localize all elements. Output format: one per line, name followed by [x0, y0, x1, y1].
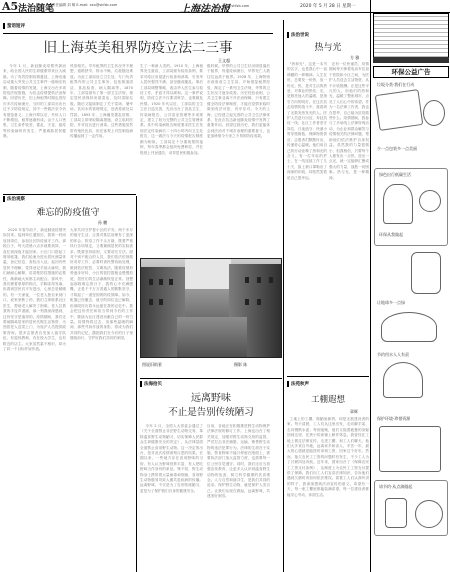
sun-sketch	[415, 500, 443, 528]
column-tag: 法苑秋声	[287, 381, 309, 387]
article-body: 目前，各地正在积极推进野生动物保护法律法规的修订工作。上海也出台了相关规定，加强对野生动物交易的监管，严厉打击非法捕猎、运输、销售野生动物的违法犯罪行为。法律的生命在于实施，禁食野味不能只停留在纸面上，需要执法部门加大监管力度，也需要每一位公民自觉遵守。同时，我们还应当加强宣传教育，让更多人认识到滥食野生动物的危害，树立科学健康的饮食观念。人与自然和谐共生，是我们共同的追求。保护野生动物，就是保护人类自己。让我们从现在做起，远离野味，共建美好家园。	[207, 424, 270, 499]
article-headline: 难忘的防疫值守	[36, 208, 100, 218]
article-body: "热和光"，这是一本书的名字，也是我心中一直珍藏的一种精神。人生在世，总要发一份热，放一份光。热，是对生活的热爱，对事业的热忱；光，是照亮他人的温暖，是指引方向的明灯。在这次抗击疫情的战斗中，我看到了无数发热发光的人。医护人员逆行出征，奔赴抗疫一线；社区工作者坚守岗位，日夜值守；快递小哥穿梭街巷，保障物资供应；志愿者们默默付出，传递爱心温暖。他们用自己的行动诠释了热和光的含义。有一位年轻的护士，在一线连续工作了几十天，脸上被口罩勒出了深深的印痕，却依然笑着说自己很幸运。	[287, 62, 327, 180]
column-tag: 法海拾贝	[140, 381, 162, 387]
bottle-sketch	[411, 252, 441, 294]
ad-slogan: 环保从我做起	[379, 232, 403, 237]
listing-strip	[373, 57, 449, 63]
water-drop-sketch	[383, 362, 423, 398]
article-headline: 热与光	[314, 43, 342, 53]
recycle-sketch	[379, 426, 441, 472]
website-url: www.shfzb.com	[222, 4, 250, 8]
ad-slogan: 垃圾分类·我们在行动	[377, 82, 415, 87]
tree-sketch	[381, 312, 437, 342]
ad-slogan: 请节约·从点滴做起	[379, 484, 413, 489]
globe-sketch	[419, 190, 441, 212]
article-body: 风俗相关。早年租界的卫生状况并不理想，道路狭窄，排水不畅，垃圾随处堆放。为此工部局设立卫生处，专门负责租界内的公共卫生事务，包括街道清洁、食品检查、病人隔离等。1870 年，工部局颁布了第一部卫生法规，规定居民须保持房屋清洁，及时清除垃圾。随后又陆续制定了关于菜场、屠宰场、饮用水的管理规定，违者将被处以罚款。1893 年，上海爆发霍乱疫情，工部局立即采取隔离措施，设立临时医院，并对疫区进行消毒。这些措施虽然带有殖民色彩，但在客观上对控制疫病传播起到了一定作用。	[70, 64, 133, 139]
column-tag: 法治观察	[3, 196, 25, 202]
section-title: 法治随笔	[18, 4, 55, 14]
column-tag: 蜚语短评	[3, 23, 25, 29]
trash-bin-sketch	[375, 89, 424, 131]
cup-sketch	[385, 498, 407, 528]
article-body: 工地上的工棚，简陋而拥挤，却是无数建设者的家。每天清晨，工人们从这里出发，走向脚手架、走向钢筋水泥；每到夜晚，他们又拖着疲惫的身躯回到这里，在狭小的床铺上稍作休息。我曾经在工地上做过法律宣传，走进工棚，和工人们聊天。他们大多来自外地，远离家乡和亲人，辛苦一年，最大的心愿就是能按时拿到工资，回家过个好年。然而，拖欠农民工工资的问题时有发生，不少工人为了讨薪四处奔波。近年来，国家出台了《保障农民工工资支付条例》，从制度上为农民工工资支付提供了保障。我们向工人们宣讲法律知识，告诉他们遇到欠薪时该如何依法维权。看着工人们认真听讲的样子，我深深感到法治宣传的意义。希望有一天，每一座工棚里都能装满希望，每一位建设者都能安心劳动、体面生活。	[287, 417, 369, 497]
date-line: 2020 年 5 月 28 日 星期一	[300, 4, 356, 9]
article-body: 今年 1 月，新冠肺炎疫情突袭而来，给全国人民的生命健康带来巨大威胁。为了有效控制疫情蔓延，上海迅速启动重大突发公共卫生事件一级响应机制，随着疫情的发展，上海又出台多项防疫法规措施，为抗击疫情提供法治保障。回望历史，旧上海租界时期也曾经历多次疫病流行，当时的工部局亦出台过不少防疫规定，其中一些做法至今仍有借鉴意义。上海开埠以后，外侨人口不断增加，租界逐渐形成。由于人口密集、卫生条件较差，霍乱、天花、鼠疫等传染病时有发生，严重威胁居民健康。	[3, 64, 66, 139]
article-body: 大家共同守护着小区的平安。两个多月的值守生活，让我对基层治理有了更深的体会。防疫工作千头万绪，既要严格执行各项规定，又要兼顾居民的实际需求；既要坚持原则，又要讲究方法。面对个别不配合的人员，我们依法依规做好劝导工作，必要时请民警协助处理，做到依法防控、文明执法。随着疫情形势逐步好转，小区的管控措施也慢慢放宽，居民们的生活渐渐恢复正常。回想起那段难忘的日子，我的心中充满感慨。正是千千万万普通人的默默坚守，才筑起了一道坚固的防疫屏障。如今，帐篷已经撤去，值守的岗位也已解除，但那段经历将永远留在我的记忆中。我会把这份责任和担当带到今后的工作中，继续为社区建设贡献自己的一份力量。疫情终将过去，但那些温暖的瞬间、那些并肩作战的身影，将成为我们共同的记忆，激励我们在今后的日子里继续前行，守护好我们共同的家园。	[70, 228, 133, 341]
article-subheadline: 不止是告别传统陋习	[168, 407, 254, 418]
ad-column	[370, 0, 450, 572]
article-headline: 旧上海英美租界防疫立法二三事	[43, 40, 233, 56]
article-headline: 工棚遐想	[310, 395, 345, 405]
listing-grid	[373, 13, 449, 61]
photo-credit: 摄影 陈	[234, 362, 248, 367]
article-body: 生了一种新人类的。1910 年，上海租界发生鼠疫，工部局颁布检疫条例，要求对疫区房屋进行检查和消毒，引发华人居民强烈不满，甚至酿成骚乱。事后工部局调整策略，改由华人医生参与检疫工作，矛盾才得以缓和。这一事件说明，防疫立法不仅要讲科学，也要顾及民情。1920 年代以后，工部局的卫生立法日趋完善，先后出台了食品卫生、传染病报告、公共浴室管理等多项规定，建立了较为完整的公共卫生管理体系。其中传染病报告制度要求医生在发现法定传染病后二十四小时内向卫生处报告，这一做法与今天的疫情报告制度颇为相似。工部局还十分重视预防接种，每年春季都会组织免费种痘，并在报纸上刊登通告，劝导居民积极参加。	[140, 64, 203, 155]
byline: 方 雅	[350, 55, 360, 60]
ad-title: 环保公益广告	[373, 66, 449, 78]
photo-caption: 图说旧街景	[142, 362, 162, 367]
ad-slogan: 少一点包装多一点美丽	[377, 146, 417, 151]
newspaper-logo: 上海法治报	[180, 4, 230, 15]
figure-sketch	[383, 184, 413, 224]
ad-slogan: 保护环境·珍惜资源	[377, 416, 411, 421]
street-photo	[140, 258, 282, 358]
column-tag: 法治世说	[287, 32, 309, 38]
ad-slogan: 绿色出行低碳生活	[379, 172, 411, 177]
byline: 孙 鹏	[98, 220, 108, 225]
ad-slogan: 让地球多一点绿	[377, 300, 405, 305]
page-number: A5	[2, 0, 19, 13]
article-body: 2020 年春节前夕，新冠肺炎疫情突如其来。接到单位通知后，我第一时间返回岗位，参加社区防疫值守工作。那段日子，每天清晨六点多就要到岗，一直忙到深夜才能回家。小区门口搭起了简易帐篷，我们轮流为进出居民测量体温、登记信息、查验出入证。起初有些居民不理解，觉得登记手续太麻烦，我们就耐心解释，讲清楚防控措施的必要性，渐渐地大家都主动配合。寒风中，我们裹着厚厚的棉衣，手脚冻得发麻，但看到居民们平安进出，心里总是暖暖的。有一天深夜，一位老人独自来到门口，说家里断了药，我们立即联系社区医生，帮助老人解决了困难。老人拉着我的手连声道谢，那一刻我深深感到，这份坚守是值得的。疫情期间，我们还帮助隔离居家的居民代购生活物资，为独居老人送菜上门，为返沪人员提供政策咨询。很多志愿者自发加入值守队伍，有退休教师，有在校大学生，也有附近的店主。大家虽然素不相识，却为了同一个目标并肩作战。	[3, 228, 66, 351]
article-headline: 远离野味	[191, 393, 231, 404]
editor-line: 责任编辑 刘 嫣 E-mail: xxx@shfzb.com	[52, 3, 118, 7]
article-body: 还有一位快递员，疫情期间每天骑着电动车往返于医院和小区之间，为医护人员送去生活物资，从不计较报酬。正是这些平凡的人，用他们的热和光，温暖了整座城市，点亮了人们心中的希望。作为一名法律工作者，我也在思考，自己能为抗疫做些什么。疫情期间，我参与了多场线上法律咨询活动，为企业和群众解答与疫情相关的法律问题，帮助他们依法维护自身权益。虽然我的力量很微小，但我相信，只要每个人都发出一点热，放出一点光，就一定能够汇聚成强大的力量，战胜一切困难。热与光，是一种精神。	[329, 62, 369, 180]
byline: 章辉	[350, 409, 358, 414]
byline: 王文超	[218, 58, 230, 63]
article-body: 今年 2 月，全国人大常委会通过了《关于全面禁止非法野生动物交易、革除滥食野生动物陋习、切实保障人民群众生命健康安全的决定》，从法律层面全面禁止食用野生动物。这一决定的出台，是对此次疫情深刻反思的结果。长期以来，一些地方存在食用野味的习俗，有人认为野味营养丰富，有人把吃野味当作身份的象征。殊不知，野生动物身上携带着大量病毒和细菌，食用野生动物极易导致人畜共患疾病的传播。远离野味，不仅是为了告别传统陋习，更是为了保护我们自身的健康安全。	[140, 424, 203, 493]
leaf-sketch	[423, 100, 445, 126]
article-body: 级时候。华界的公共卫生状况明显落后于租界，每逢疫病流行，华界死亡人数往往远高于租界。1928 年，上海特别市政府成立卫生局，开始借鉴租界经验，制定了一系列卫生法规，华界的卫生状况才逐步改善。历史经验表明，公共卫生事业离不开法治保障，只有建立健全防疫法律制度，才能在疫情来临时做到有法可依、有序应对。今天的上海，已经建立起完善的公共卫生法律体系，在此次抗击新冠肺炎疫情中发挥了重要作用。回望这段历史，我们更能体会到法治对于城市治理的重要意义，也更加珍惜今天来之不易的防疫成果。	[207, 64, 270, 139]
ad-slogan: 节约用水人人有责	[377, 352, 409, 357]
